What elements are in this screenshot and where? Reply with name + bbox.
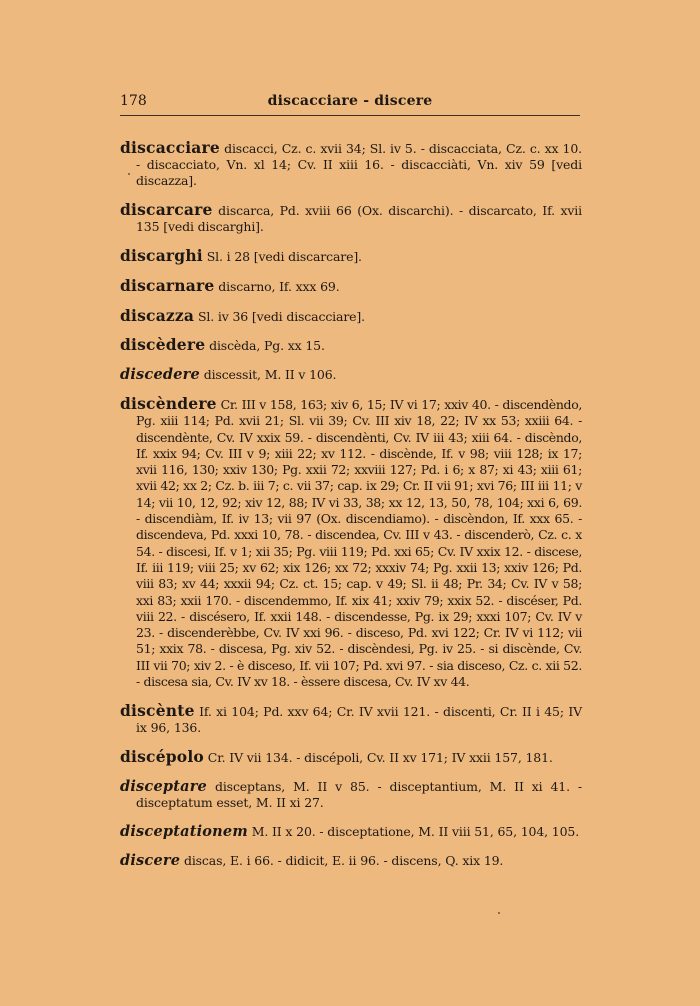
entry-headword: discarcare [120, 199, 213, 219]
dictionary-entry [120, 337, 582, 354]
entry-headword: discazza [120, 305, 195, 325]
entry-text: Cr. III v 158, 163; xiv 6, 15; IV vi 17; xxiv 40. - discendèndo, Pg. xiii 114; Pd. xvii 21; Sl. vii 39; Cv. III xiv 18, 22; IV xx 53; xxiii 64. - discendènte, Cv. IV xxix 59. - discendènti, Cv. IV iii 43; xiii 64. - discèndo, If. xxix 94; Cv. III v 9; xiii 22; xv 112. - discènde, If. v 98; viii 128; ix 17; xvii 116, 130; xxiv 130; Pg. xxii 72; xxviii 127; Pd. i 6; x 87; xi 43; xiii 61; xvii 42; xx 2; Cz. b. iii 7; c. vii 37; cap. ix 29; Cr. II vii 91; xvi 76; III iii 11; v 14; vii 10, 12, 92; xiv 12, 88; IV vi 33, 38; xx 12, 13, 50, 78, 104; xxi 6, 69. - discendiàm, If. iv 13; vii 97 (Ox. discendiamo). - discèndon, If. xxx 65. - discendeva, Pd. xxxi 10, 78. - discendea, Cv. III v 43. - discenderò, Cz. c. x 54. - discesi, If. v 1; xii 35; Pg. viii 119; Pd. xxi 65; Cv. IV xxix 12. - discese, If. iii 119; viii 25; xv 62; xix 126; xx 72; xxxiv 74; Pg. xxii 13; xxiv 126; Pd. viii 83; xv 44; xxxii 94; Cz. ct. 15; cap. v 49; Sl. ii 48; Pr. 34; Cv. IV v 58; xxi 83; xxii 170. - discendemmo, If. xix 41; xxiv 79; xxix 52. - discéser, Pd. viii 22. - discésero, If. xxii 148. - discendesse, Pg. ix 29; xxxi 107; Cv. IV v 23. - discenderèbbe, Cv. IV xxi 96. - disceso, Pd. xvi 122; Cr. IV vi 112; vii 51; xxix 78. - discesa, Pg. xiv 52. - discèndesi, Pg. iv 25. - si discènde, Cv. III vii 70; xiv 2. - è disceso, If. vii 107; Pd. xvi 97. - sia disceso, Cz. c. xii 52. - discesa sia, Cv. IV xv 18. - èssere discesa, Cv. IV xv 44. [136, 396, 583, 690]
dictionary-entry [120, 199, 582, 236]
dictionary-entry [120, 305, 582, 325]
entry-headword: discènte [120, 700, 195, 720]
entry-headword: disceptationem [120, 822, 248, 840]
dictionary-entry [120, 393, 583, 690]
entry-text: Sl. i 28 [vedi discarcare]. [206, 248, 362, 264]
header-rule [120, 115, 580, 116]
entry-text: discarno, If. xxx 69. [218, 278, 340, 294]
entry-headword: discere [120, 851, 181, 869]
entry-text: Cr. IV vii 134. - discépoli, Cv. II xv 171; IV xxii 157, 181. [207, 749, 553, 765]
dictionary-entry [120, 853, 582, 869]
page-header [120, 93, 580, 113]
entry-text: discacci, Cz. c. xvii 34; Sl. iv 5. - discacciata, Cz. c. xx 10. - discacciato, Vn. xl 14; Cv. II xiii 16. - discacciàti, Vn. xiv 59 [vedi discazza]. [136, 140, 582, 189]
dictionary-entry [120, 245, 582, 265]
dictionary-entry [120, 137, 582, 190]
entry-text: disceptans, M. II v 85. - disceptantium, M. II xi 41. - disceptatum esset, M. II xi 27. [136, 778, 582, 810]
entries-list [120, 127, 582, 874]
entry-text: If. xi 104; Pd. xxv 64; Cr. IV xvii 121. - discenti, Cr. II i 45; IV ix 96, 136. [136, 703, 583, 736]
entry-text: Sl. iv 36 [vedi discacciare]. [198, 308, 365, 324]
dictionary-entry [120, 700, 583, 737]
entry-text: discessit, M. II v 106. [203, 367, 337, 383]
page-number: 178 [120, 93, 147, 109]
entry-headword: discèdere [120, 335, 206, 355]
entry-headword: discedere [120, 366, 200, 384]
running-head: discacciare - discere [267, 93, 433, 109]
entry-headword: disceptare [120, 777, 207, 795]
entry-text: discas, E. i 66. - didicit, E. ii 96. - discens, Q. xix 19. [183, 852, 504, 868]
dictionary-entry [120, 367, 582, 383]
entry-headword: discèndere [120, 393, 217, 413]
dictionary-entry [120, 824, 582, 840]
entry-text: M. II x 20. - disceptatione, M. II viii 51, 65, 104, 105. [251, 823, 580, 839]
entry-headword: discarghi [120, 245, 203, 265]
dictionary-entry [120, 746, 582, 766]
dictionary-entry [120, 275, 582, 295]
entry-text: discèda, Pg. xx 15. [209, 338, 325, 354]
paper-speck [498, 912, 500, 914]
dictionary-entry [120, 779, 582, 812]
entry-headword: discacciare [120, 137, 220, 157]
entry-text: discarca, Pd. xviii 66 (Ox. discarchi). - discarcato, If. xvii 135 [vedi discarghi]. [136, 202, 582, 235]
paper-speck [128, 173, 130, 175]
entry-headword: discarnare [120, 275, 215, 295]
entry-headword: discépolo [120, 746, 204, 766]
